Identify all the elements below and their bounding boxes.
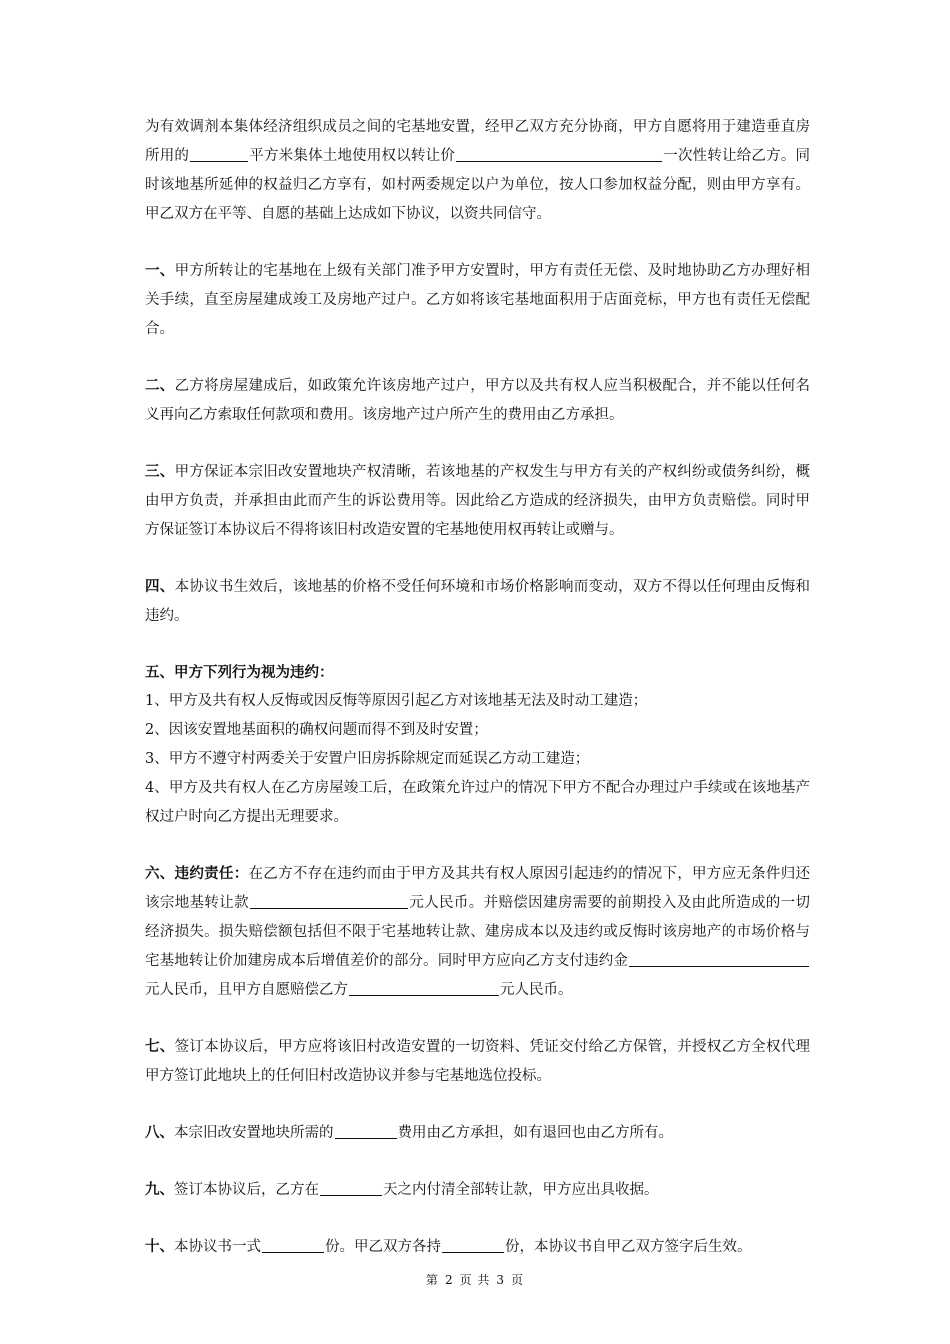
clause-text: 签订本协议后，乙方在	[174, 1182, 319, 1198]
clause-5-item: 1、甲方及共有权人反悔或因反悔等原因引起乙方对该地基无法及时动工建造；	[145, 693, 648, 709]
current-page-number: 2	[444, 1273, 454, 1287]
clause-8	[145, 1118, 810, 1148]
clause-text: 签订本协议后，甲方应将该旧村改造安置的一切资料、凭证交付给乙方保管，并授权乙方全权代理甲方签订此地块上的任何旧村改造协议并参与宅基地选位投标。	[145, 1039, 811, 1084]
refund-amount-blank	[250, 892, 408, 909]
clause-10	[145, 1232, 810, 1262]
clause-3	[145, 457, 810, 545]
area-blank	[190, 145, 248, 162]
clause-number: 二、	[145, 377, 175, 394]
clause-text: 乙方将房屋建成后，如政策允许该房地产过户，甲方以及共有权人应当积极配合，并不能以任何名义再向乙方索取任何款项和费用。该房地产过户所产生的费用由乙方承担。	[145, 378, 811, 423]
clause-9	[145, 1175, 810, 1205]
days-blank	[320, 1179, 382, 1196]
clause-number: 一、	[145, 262, 175, 279]
clause-number: 四、	[145, 578, 175, 595]
total-page-number: 3	[496, 1273, 506, 1287]
clause-text: 份，本协议书自甲乙双方签字后生效。	[505, 1239, 752, 1255]
clause-text: 元人民币。	[500, 982, 573, 998]
clause-number: 十、	[145, 1238, 174, 1255]
footer-text: 第	[425, 1273, 439, 1287]
clause-5-item: 3、甲方不遵守村两委关于安置户旧房拆除规定而延误乙方动工建造；	[145, 751, 590, 767]
clause-5-item: 2、因该安置地基面积的确权问题而得不到及时安置；	[145, 722, 488, 738]
clause-6	[145, 859, 810, 1005]
clause-text: 份。甲乙双方各持	[325, 1239, 441, 1255]
intro-text: 为有效调剂本集体经济组织成员之间的宅基地安置，经甲乙双方充分协商，甲方自愿将用于建造垂直房所用的	[145, 119, 810, 164]
clause-text: 元人民币。并赔偿因建房需要的前期投入及由此所造成的一切经济损失。损失赔偿额包括但不限于宅基地转让款、建房成本以及违约或反悔时该房地产的市场价格与宅基地转让价加建房成本后增值差价的部分。同时甲方应向乙方支付违约金	[145, 895, 811, 969]
page-number-footer	[0, 1271, 950, 1288]
price-blank	[456, 145, 662, 162]
intro-text: 一次性转让给乙方。同时该地基所延伸的权益归乙方享有，如村两委规定以户为单位，按人口参加权益分配，则由甲方享有。甲乙双方在平等、自愿的基础上达成如下协议，以资共同信守。	[145, 148, 811, 222]
clause-number: 九、	[145, 1181, 174, 1198]
clause-text: 在乙方不存在违约而由于甲方及其共有权人原因引起违约的情况下，甲方应无条件归还该宗地基转让款	[145, 866, 811, 911]
clause-text: 本宗旧改安置地块所需的	[174, 1125, 334, 1141]
clause-5-heading: 五、甲方下列行为视为违约：	[145, 664, 334, 681]
clause-7	[145, 1032, 810, 1091]
clause-text: 元人民币，且甲方自愿赔偿乙方	[145, 982, 348, 998]
copies-blank	[262, 1236, 324, 1253]
clause-text: 本协议书生效后，该地基的价格不受任何环境和市场价格影响而变动，双方不得以任何理由反悔和违约。	[145, 579, 811, 624]
intro-paragraph	[145, 113, 810, 229]
penalty-amount-blank	[629, 950, 809, 967]
clause-2	[145, 371, 810, 430]
clause-text: 费用由乙方承担，如有退回也由乙方所有。	[397, 1125, 673, 1141]
clause-text: 甲方保证本宗旧改安置地块产权清晰，若该地基的产权发生与甲方有关的产权纠纷或债务纠纷，概由甲方负责，并承担由此而产生的诉讼费用等。因此给乙方造成的经济损失，由甲方负责赔偿。同时甲方保证签订本协议后不得将该旧村改造安置的宅基地使用权再转让或赠与。	[145, 464, 811, 538]
clause-text: 甲方所转让的宅基地在上级有关部门准予甲方安置时，甲方有责任无偿、及时地协助乙方办理好相关手续，直至房屋建成竣工及房地产过户。乙方如将该宅基地面积用于店面竞标，甲方也有责任无偿配合。	[145, 263, 811, 337]
footer-text: 页	[511, 1273, 525, 1287]
clause-text: 本协议书一式	[174, 1239, 261, 1255]
clause-number: 七、	[145, 1038, 175, 1055]
intro-text: 平方米集体土地使用权以转让价	[249, 148, 456, 164]
clause-number: 八、	[145, 1124, 174, 1141]
copies-each-blank	[442, 1236, 504, 1253]
clause-4	[145, 572, 810, 631]
clause-text: 天之内付清全部转让款，甲方应出具收据。	[383, 1182, 659, 1198]
clause-number: 三、	[145, 463, 175, 480]
agreement-body	[145, 113, 810, 1262]
compensation-amount-blank	[349, 979, 499, 996]
clause-1	[145, 256, 810, 344]
fee-blank	[335, 1122, 397, 1139]
footer-text: 页 共	[459, 1273, 491, 1287]
clause-number: 六、违约责任：	[145, 865, 249, 882]
clause-5-item: 4、甲方及共有权人在乙方房屋竣工后，在政策允许过户的情况下甲方不配合办理过户手续或在该地基产权过户时向乙方提出无理要求。	[145, 780, 810, 825]
